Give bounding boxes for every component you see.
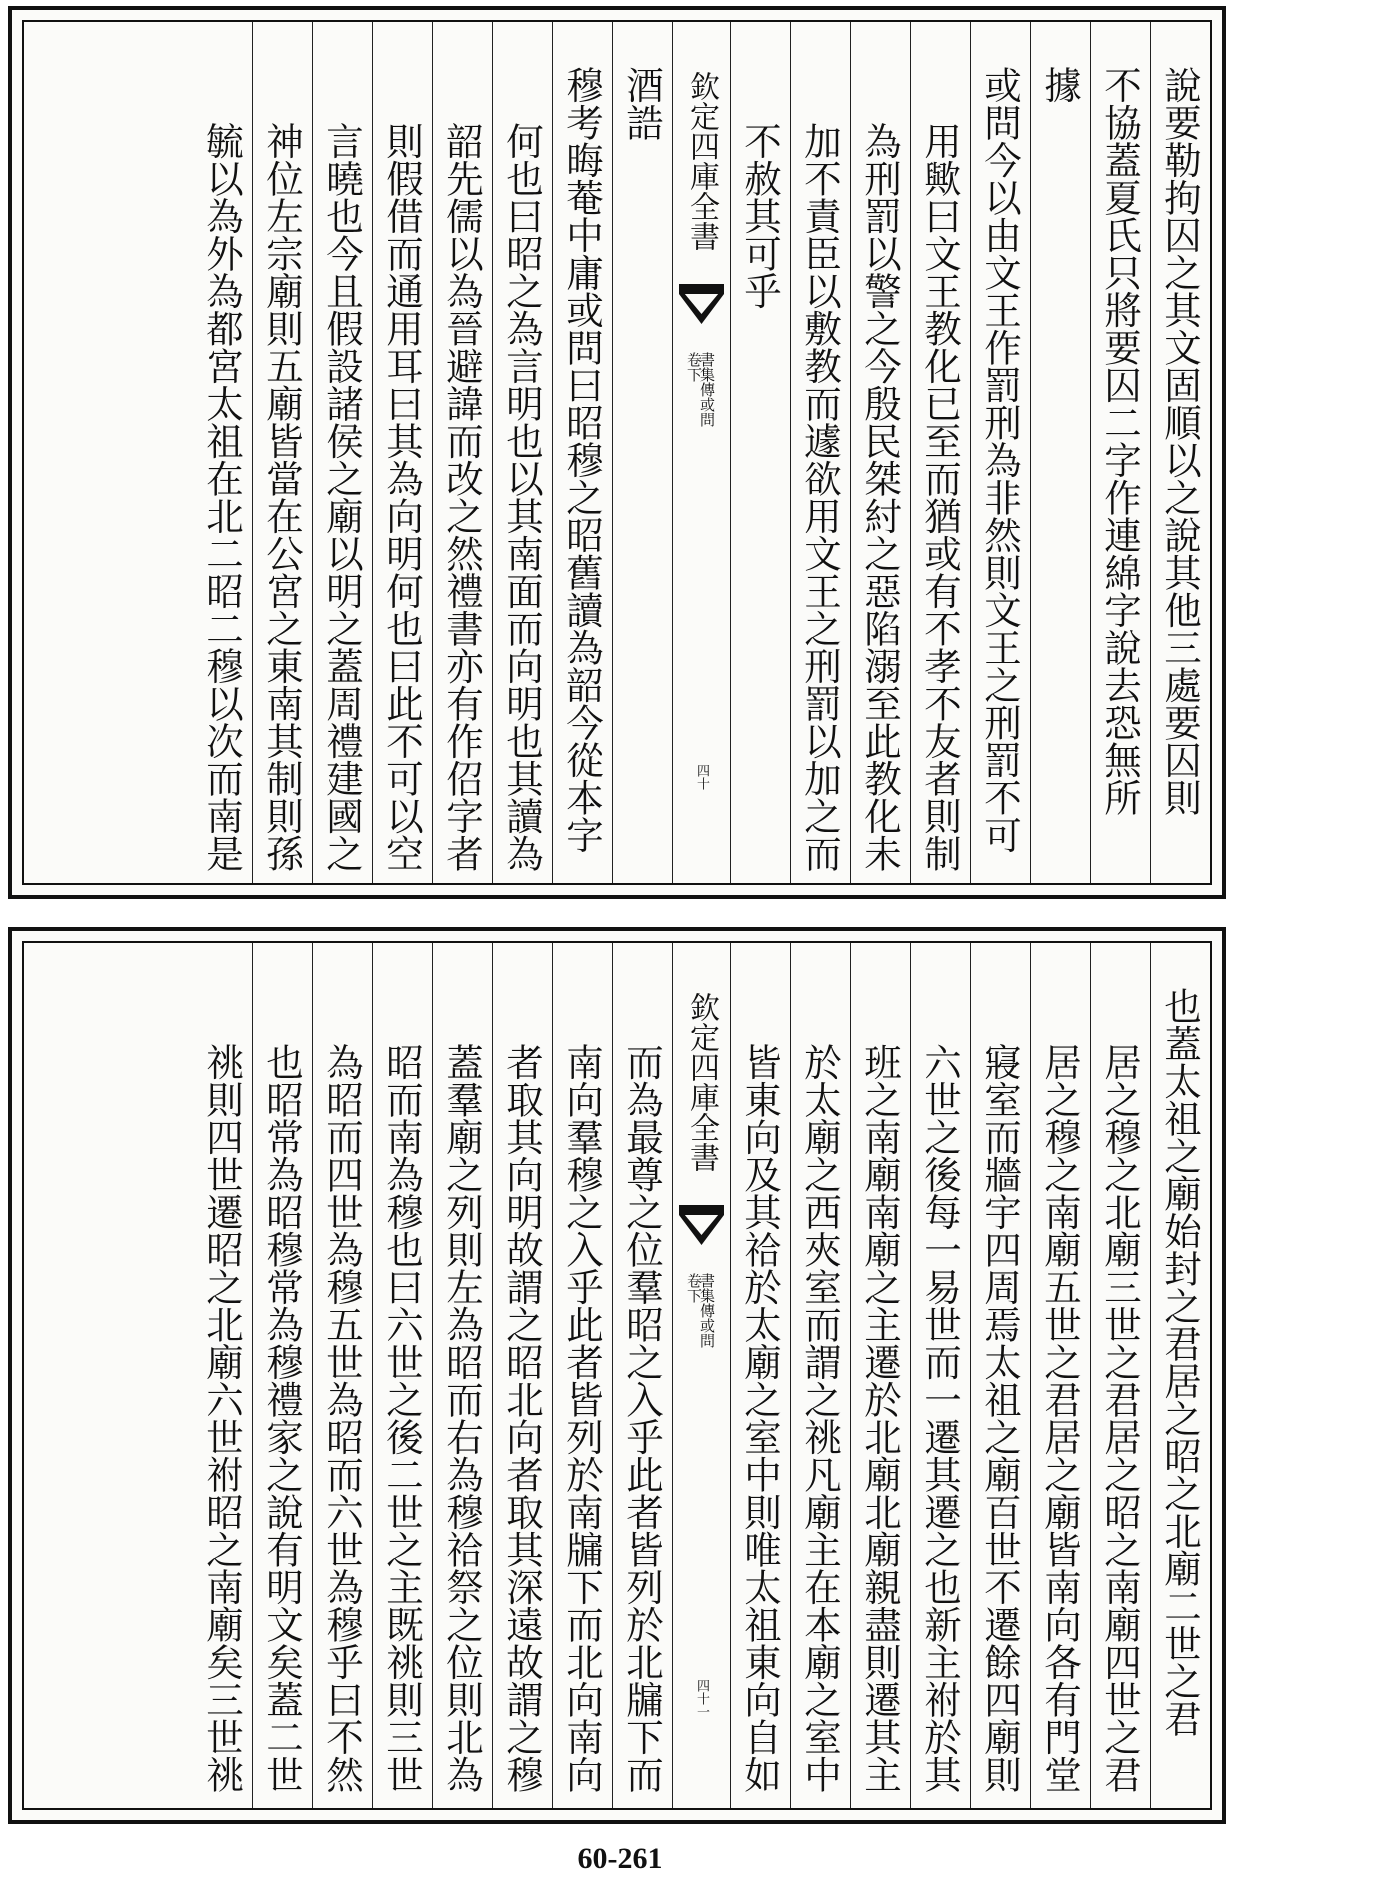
text-column (192, 943, 252, 1808)
column-text: 言曉也今且假設諸侯之廟以明之蓋周禮建國之 (320, 122, 364, 872)
column-text: 而為最尊之位羣昭之入乎此者皆列於北牖下而 (620, 1043, 664, 1793)
column-text: 者取其向明故謂之昭北向者取其深遠故謂之穆 (500, 1043, 544, 1793)
column-text: 用歟曰文王教化已至而猶或有不孝不友者則制 (918, 122, 962, 872)
text-column (970, 943, 1030, 1808)
column-text: 穆考晦菴中庸或問曰昭穆之昭舊讀為韶今從本字 (560, 66, 604, 854)
text-column (612, 22, 672, 883)
footer-page-number: 60-261 (577, 1842, 663, 1875)
text-column (492, 22, 552, 883)
text-column (432, 22, 492, 883)
column-text: 班之南廟南廟之主遷於北廟北廟親盡則遷其主 (858, 1043, 902, 1793)
column-text: 南向羣穆之入乎此者皆列於南牖下而北向南向 (560, 1043, 604, 1793)
column-text: 也蓋太祖之廟始封之君居之昭之北廟二世之君 (1158, 987, 1202, 1737)
text-column (612, 943, 672, 1808)
page-top-frame (22, 20, 1212, 885)
text-column (1150, 943, 1210, 1808)
column-text: 則假借而通用耳曰其為向明何也曰此不可以空 (380, 122, 424, 872)
text-column (432, 943, 492, 1808)
text-column (850, 943, 910, 1808)
text-column (730, 943, 790, 1808)
text-column (372, 22, 432, 883)
column-text: 說要勒拘囚之其文固順以之說其他三處要囚則 (1158, 66, 1202, 816)
text-column (1030, 22, 1090, 883)
column-text: 加不責臣以敷教而遽欲用文王之刑罰以加之而 (798, 122, 842, 872)
text-column (312, 22, 372, 883)
text-column (192, 22, 252, 883)
text-column (1090, 943, 1150, 1808)
text-column (790, 943, 850, 1808)
column-text: 或問今以由文王作罰刑為非然則文王之刑罰不可 (978, 66, 1022, 854)
column-text: 居之穆之北廟三世之君居之昭之南廟四世之君 (1098, 1043, 1142, 1793)
column-text: 神位左宗廟則五廟皆當在公宮之東南其制則孫 (260, 122, 304, 872)
center-margin (672, 943, 730, 1808)
text-column (970, 22, 1030, 883)
column-text: 祧則四世遷昭之北廟六世祔昭之南廟矣三世祧 (200, 1043, 244, 1793)
text-column (730, 22, 790, 883)
column-text: 居之穆之南廟五世之君居之廟皆南向各有門堂 (1038, 1043, 1082, 1793)
text-column (1150, 22, 1210, 883)
text-column (312, 943, 372, 1808)
page-bottom (8, 927, 1226, 1824)
column-text: 酒誥 (620, 66, 664, 141)
chapter-title: 書集傳或問 (698, 1273, 716, 1348)
column-text: 也昭常為昭穆常為穆禮家之說有明文矣蓋二世 (260, 1043, 304, 1793)
fish-tail-mark-icon (679, 284, 724, 330)
column-text: 為昭而四世為穆五世為昭而六世為穆乎曰不然 (320, 1043, 364, 1793)
text-column (372, 943, 432, 1808)
page-bottom-frame (22, 941, 1212, 1810)
text-column (1090, 22, 1150, 883)
book-title: 欽定四庫全書 (684, 992, 719, 1172)
text-column (850, 22, 910, 883)
text-column (910, 22, 970, 883)
column-text: 據 (1038, 66, 1082, 104)
volume-label: 卷下 (685, 352, 703, 382)
center-margin (672, 22, 730, 883)
chapter-title: 書集傳或問 (698, 352, 716, 427)
column-text: 昭而南為穆也曰六世之後二世之主既祧則三世 (380, 1043, 424, 1793)
text-column (910, 943, 970, 1808)
column-text: 寢室而牆宇四周焉太祖之廟百世不遷餘四廟則 (978, 1043, 1022, 1793)
text-column (252, 943, 312, 1808)
column-text: 何也曰昭之為言明也以其南面而向明也其讀為 (500, 122, 544, 872)
column-text: 毓以為外為都宮太祖在北二昭二穆以次而南是 (200, 122, 244, 872)
folio-number: 四十 (694, 764, 709, 790)
column-text: 韶先儒以為晉避諱而改之然禮書亦有作佋字者 (440, 122, 484, 872)
column-text: 皆東向及其祫於太廟之室中則唯太祖東向自如 (738, 1043, 782, 1793)
column-text: 蓋羣廟之列則左為昭而右為穆祫祭之位則北為 (440, 1043, 484, 1793)
column-text: 於太廟之西夾室而謂之祧凡廟主在本廟之室中 (798, 1043, 842, 1793)
volume-label: 卷下 (685, 1273, 703, 1303)
text-column (552, 943, 612, 1808)
column-text: 為刑罰以警之今殷民桀紂之惡陷溺至此教化未 (858, 122, 902, 872)
text-column (252, 22, 312, 883)
text-column (552, 22, 612, 883)
column-text: 不赦其可乎 (738, 122, 782, 310)
folio-number: 四十一 (694, 1678, 709, 1718)
text-column (790, 22, 850, 883)
column-text: 六世之後每一易世而一遷其遷之也新主祔於其 (918, 1043, 962, 1793)
text-column (1030, 943, 1090, 1808)
fish-tail-mark-icon (679, 1205, 724, 1251)
column-text: 不協蓋夏氏只將要囚二字作連綿字說去恐無所 (1098, 66, 1142, 816)
book-title: 欽定四庫全書 (684, 71, 719, 251)
page-top (8, 6, 1226, 899)
text-column (492, 943, 552, 1808)
